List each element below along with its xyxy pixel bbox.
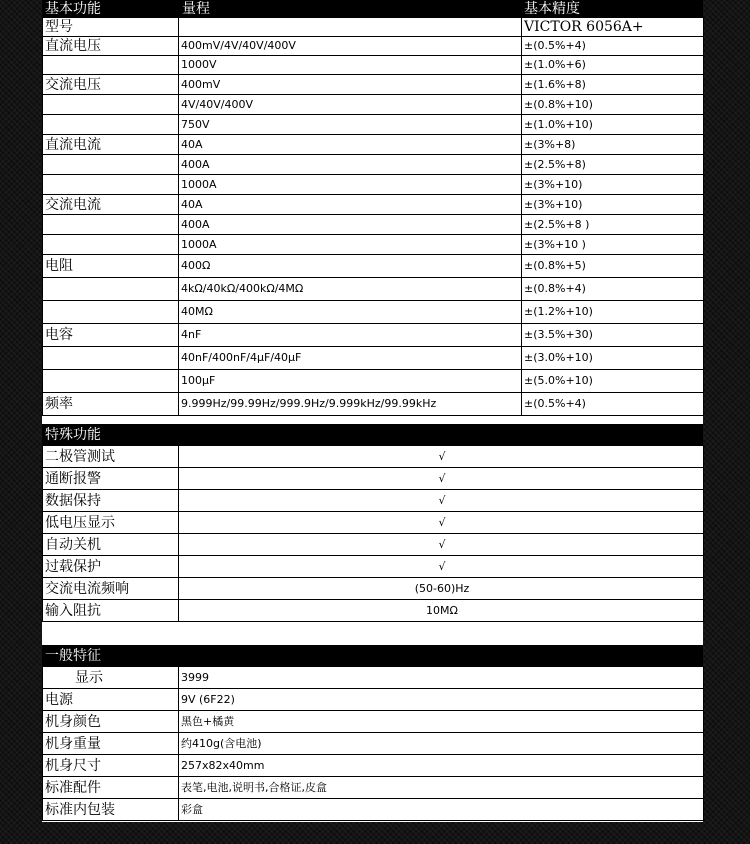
special-label: 通断报警 <box>43 468 179 490</box>
accuracy-value: ±(3.5%+30) <box>522 324 704 347</box>
special-header-label: 特殊功能 <box>45 427 101 443</box>
range-value: 1000V <box>179 56 522 75</box>
special-label: 交流电流频响 <box>43 578 179 600</box>
function-label: 频率 <box>43 393 179 416</box>
function-label-blank <box>43 115 179 135</box>
function-label: 交流电流 <box>43 195 179 215</box>
special-value: (50-60)Hz <box>179 578 704 600</box>
special-value: 10MΩ <box>179 600 704 622</box>
spec-row <box>43 347 704 370</box>
spec-row <box>43 324 704 347</box>
special-value: √ <box>179 468 704 490</box>
accuracy-value: ±(2.5%+8) <box>522 155 704 175</box>
accuracy-value: ±(3.0%+10) <box>522 347 704 370</box>
range-value: 40A <box>179 135 522 155</box>
function-label-blank <box>43 235 179 255</box>
basic-header-function: 基本功能 <box>45 1 101 17</box>
range-value: 40MΩ <box>179 301 522 324</box>
special-row <box>43 534 704 556</box>
general-label: 标准内包装 <box>43 799 179 821</box>
model-label: 型号 <box>43 18 179 37</box>
range-value: 400mV/4V/40V/400V <box>179 37 522 56</box>
special-value: √ <box>179 490 704 512</box>
range-value: 1000A <box>179 235 522 255</box>
general-row <box>43 711 704 733</box>
function-label-blank <box>43 278 179 301</box>
general-value: 彩盒 <box>179 799 704 821</box>
accuracy-value: ±(3%+10) <box>522 195 704 215</box>
range-value: 1000A <box>179 175 522 195</box>
spec-row <box>43 95 704 115</box>
special-row <box>43 490 704 512</box>
general-value: 黑色+橘黄 <box>179 711 704 733</box>
general-value: 约410g(含电池) <box>179 733 704 755</box>
special-row <box>43 468 704 490</box>
general-row <box>43 777 704 799</box>
special-value: √ <box>179 446 704 468</box>
range-value: 400A <box>179 155 522 175</box>
spec-row <box>43 278 704 301</box>
range-value: 100μF <box>179 370 522 393</box>
spec-row <box>43 115 704 135</box>
special-row <box>43 446 704 468</box>
special-row <box>43 578 704 600</box>
general-label: 机身尺寸 <box>43 755 179 777</box>
model-value: VICTOR 6056A+ <box>522 18 704 37</box>
spec-row <box>43 195 704 215</box>
range-value: 4kΩ/40kΩ/400kΩ/4MΩ <box>179 278 522 301</box>
function-label-blank <box>43 56 179 75</box>
function-label-blank <box>43 301 179 324</box>
special-value: √ <box>179 556 704 578</box>
accuracy-value: ±(3%+8) <box>522 135 704 155</box>
accuracy-value: ±(0.5%+4) <box>522 37 704 56</box>
special-header <box>42 424 703 445</box>
function-label-blank <box>43 155 179 175</box>
special-row <box>43 512 704 534</box>
function-label-blank <box>43 95 179 115</box>
basic-header-accuracy: 基本精度 <box>524 1 580 17</box>
accuracy-value: ±(0.8%+5) <box>522 255 704 278</box>
range-value: 400mV <box>179 75 522 95</box>
function-label: 直流电流 <box>43 135 179 155</box>
general-row <box>43 799 704 821</box>
spec-row <box>43 255 704 278</box>
accuracy-value: ±(3%+10) <box>522 175 704 195</box>
spec-row <box>43 301 704 324</box>
spec-row <box>43 37 704 56</box>
basic-spec-table <box>42 17 704 416</box>
function-label-blank <box>43 175 179 195</box>
range-value: 9.999Hz/99.99Hz/999.9Hz/9.999kHz/99.99kHz <box>179 393 522 416</box>
special-label: 自动关机 <box>43 534 179 556</box>
special-value: √ <box>179 534 704 556</box>
general-row <box>43 667 704 689</box>
spec-row <box>43 370 704 393</box>
general-header <box>42 645 703 666</box>
general-row <box>43 733 704 755</box>
spec-row <box>43 56 704 75</box>
spec-row <box>43 155 704 175</box>
basic-header <box>42 0 703 17</box>
spec-row <box>43 215 704 235</box>
special-label: 过载保护 <box>43 556 179 578</box>
model-range-blank <box>179 18 522 37</box>
accuracy-value: ±(0.5%+4) <box>522 393 704 416</box>
special-label: 数据保持 <box>43 490 179 512</box>
range-value: 4nF <box>179 324 522 347</box>
range-value: 40nF/400nF/4μF/40μF <box>179 347 522 370</box>
general-row <box>43 755 704 777</box>
range-value: 4V/40V/400V <box>179 95 522 115</box>
function-label-blank <box>43 370 179 393</box>
basic-header-range: 量程 <box>182 1 210 17</box>
general-label: 标准配件 <box>43 777 179 799</box>
general-label: 显示 <box>43 667 179 689</box>
range-value: 40A <box>179 195 522 215</box>
special-function-table <box>42 445 704 622</box>
general-header-label: 一般特征 <box>45 648 101 664</box>
function-label-blank <box>43 347 179 370</box>
special-label: 低电压显示 <box>43 512 179 534</box>
function-label: 直流电压 <box>43 37 179 56</box>
general-label: 机身颜色 <box>43 711 179 733</box>
spec-row <box>43 393 704 416</box>
general-label: 电源 <box>43 689 179 711</box>
function-label: 交流电压 <box>43 75 179 95</box>
special-row <box>43 556 704 578</box>
accuracy-value: ±(0.8%+10) <box>522 95 704 115</box>
general-value: 3999 <box>179 667 704 689</box>
general-label: 机身重量 <box>43 733 179 755</box>
general-value: 257x82x40mm <box>179 755 704 777</box>
accuracy-value: ±(1.0%+6) <box>522 56 704 75</box>
spec-row <box>43 175 704 195</box>
general-value: 9V (6F22) <box>179 689 704 711</box>
accuracy-value: ±(1.0%+10) <box>522 115 704 135</box>
function-label: 电容 <box>43 324 179 347</box>
general-row <box>43 689 704 711</box>
special-row <box>43 600 704 622</box>
spec-row <box>43 135 704 155</box>
range-value: 400A <box>179 215 522 235</box>
accuracy-value: ±(1.6%+8) <box>522 75 704 95</box>
general-value: 表笔,电池,说明书,合格证,皮盒 <box>179 777 704 799</box>
model-row <box>43 18 704 37</box>
accuracy-value: ±(2.5%+8 ) <box>522 215 704 235</box>
accuracy-value: ±(3%+10 ) <box>522 235 704 255</box>
spec-row <box>43 75 704 95</box>
range-value: 750V <box>179 115 522 135</box>
special-value: √ <box>179 512 704 534</box>
range-value: 400Ω <box>179 255 522 278</box>
accuracy-value: ±(1.2%+10) <box>522 301 704 324</box>
spec-row <box>43 235 704 255</box>
accuracy-value: ±(0.8%+4) <box>522 278 704 301</box>
accuracy-value: ±(5.0%+10) <box>522 370 704 393</box>
function-label-blank <box>43 215 179 235</box>
special-label: 二极管测试 <box>43 446 179 468</box>
function-label: 电阻 <box>43 255 179 278</box>
general-feature-table <box>42 666 704 821</box>
special-label: 输入阻抗 <box>43 600 179 622</box>
